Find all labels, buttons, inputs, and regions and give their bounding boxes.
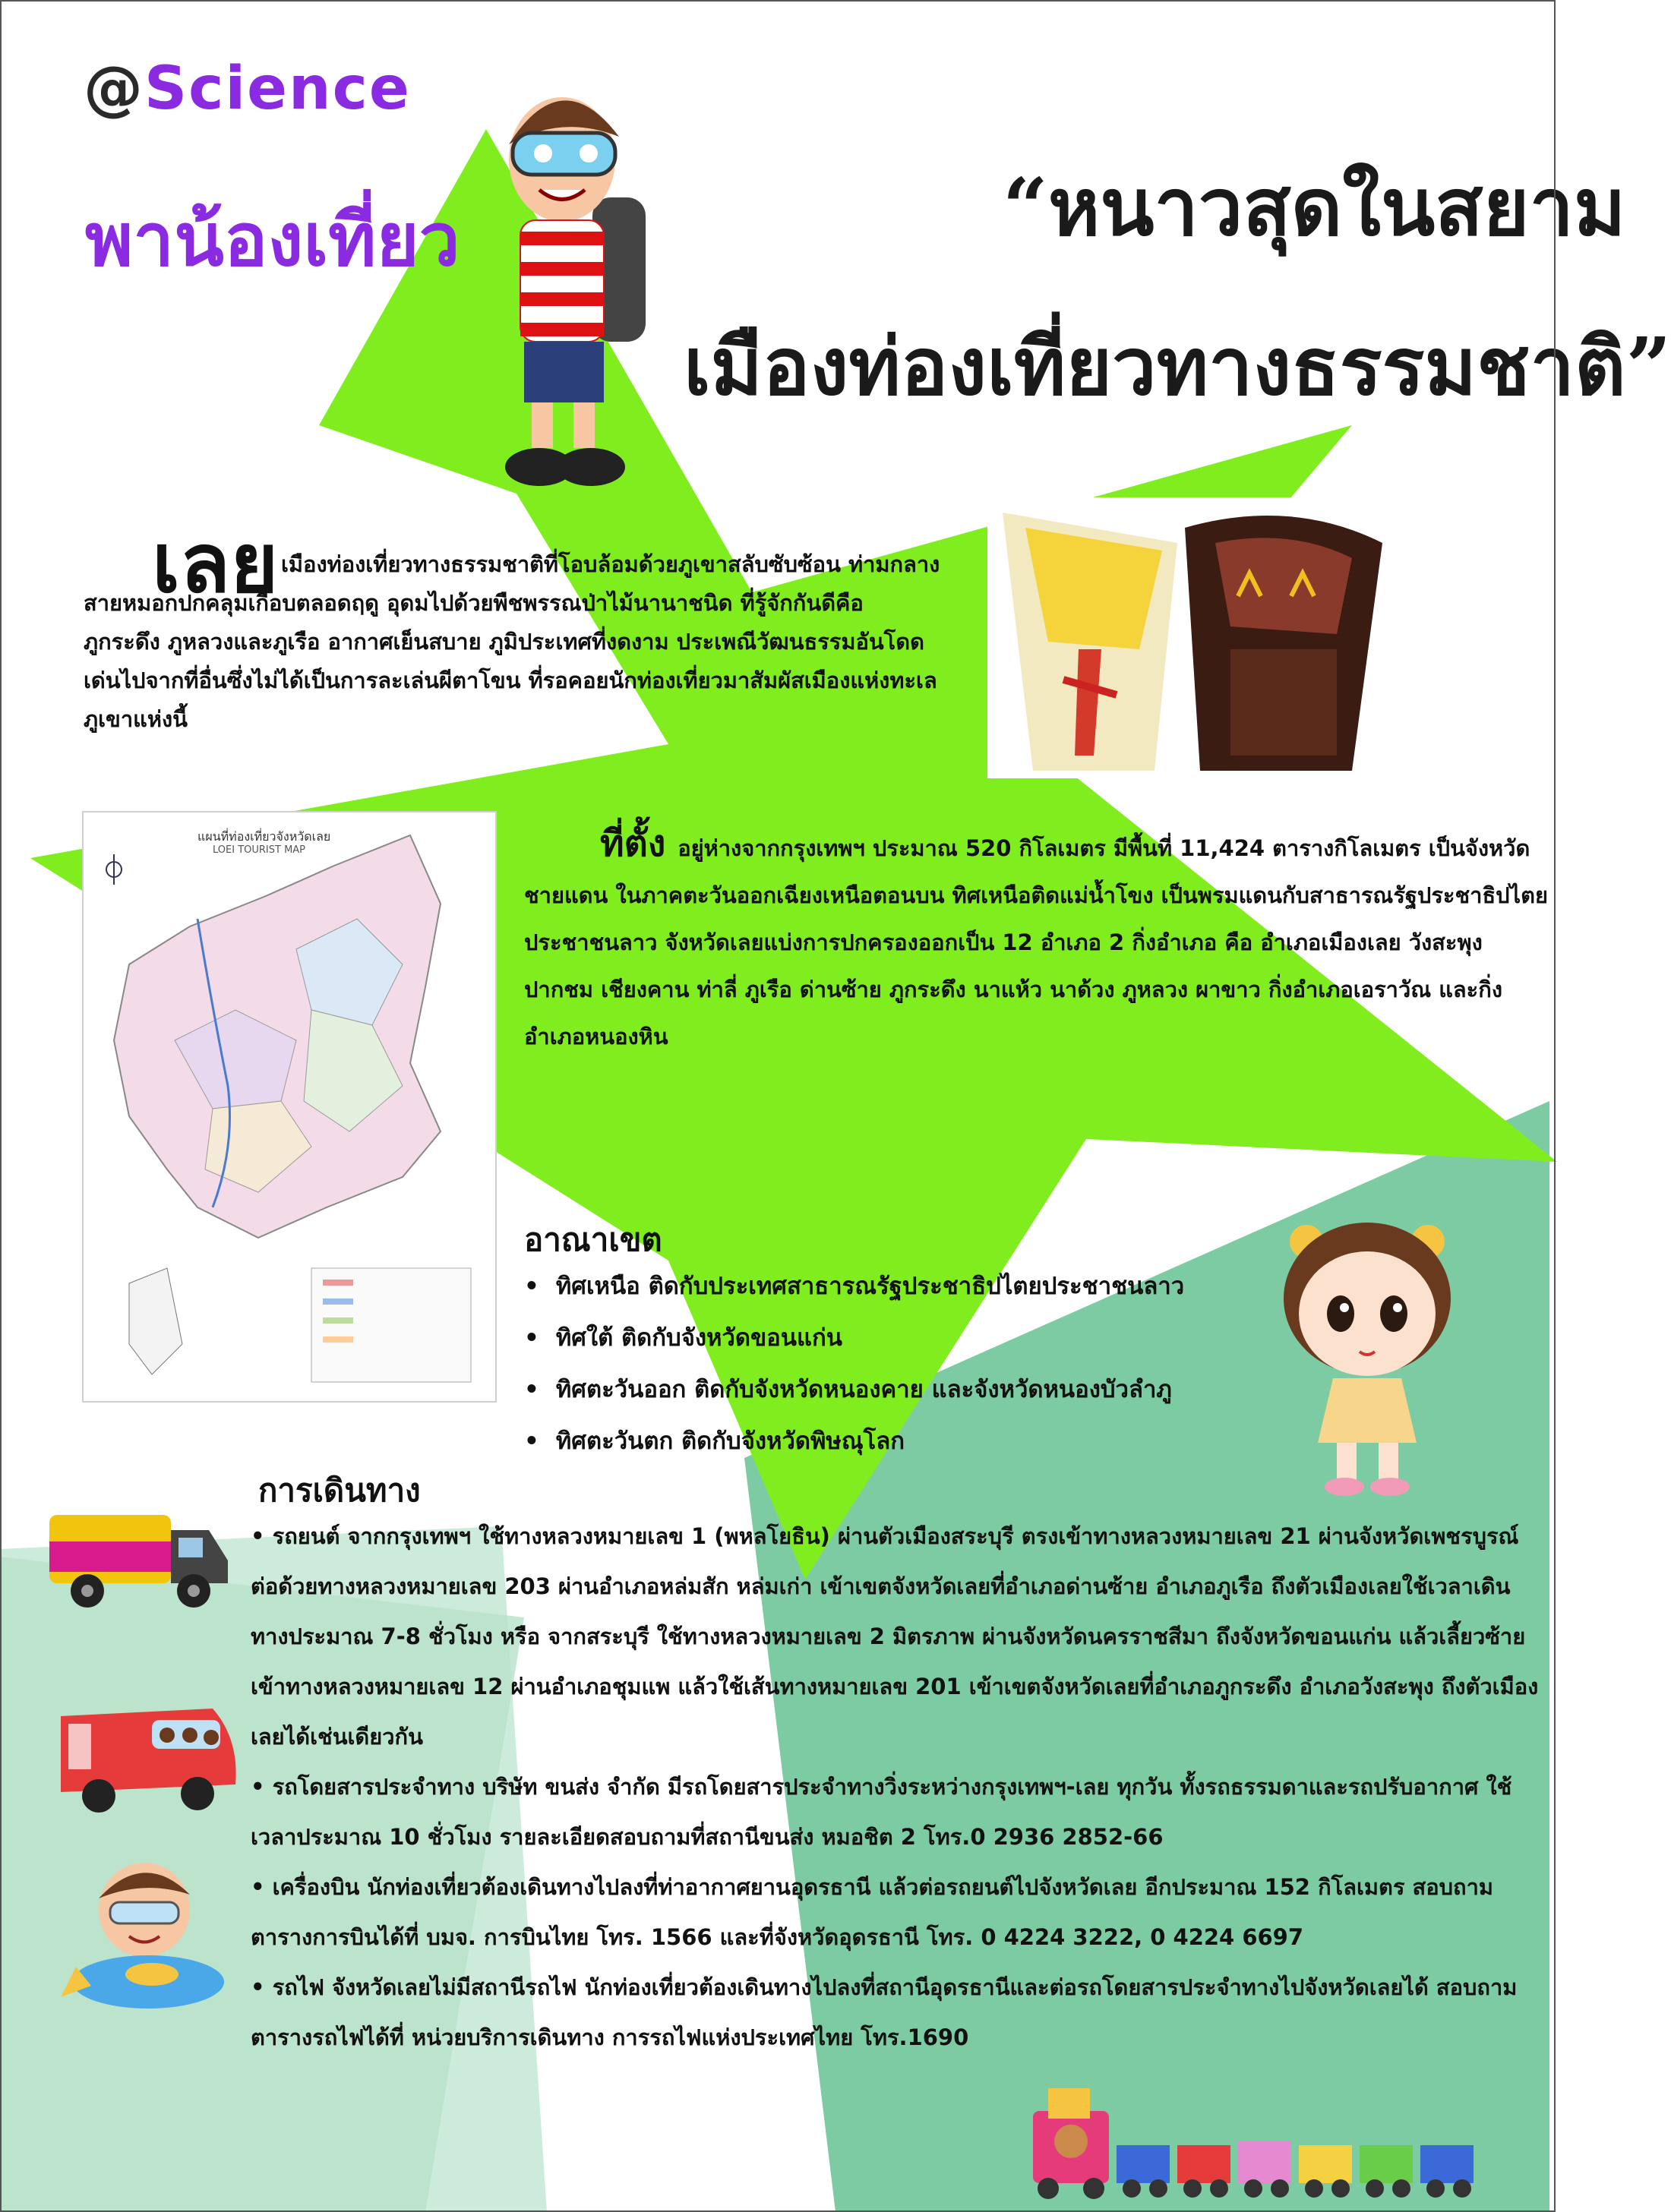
boy-backpack-illustration xyxy=(479,61,661,494)
kid-plane-icon xyxy=(61,1853,235,2020)
map-drawing xyxy=(84,813,495,1401)
map-title: แผนที่ท่องเที่ยวจังหวัดเลย xyxy=(197,829,331,844)
brand-at: @ xyxy=(84,55,144,123)
brand-science: Science xyxy=(144,55,411,123)
travel-text xyxy=(251,1511,1542,2062)
borders-list xyxy=(524,1261,1184,1467)
title-line-2: เมืองท่องเที่ยวทางธรรมชาติ” xyxy=(684,320,1671,413)
brand-logo xyxy=(84,55,411,123)
bus-icon xyxy=(46,1693,243,1822)
girl-illustration xyxy=(1268,1200,1466,1504)
list-item: • ทิศใต้ ติดกับจังหวัดขอนแก่น xyxy=(524,1312,1184,1364)
travel-bus: • รถโดยสารประจำทาง บริษัท ขนส่ง จำกัด มีรถโดยสารประจำทางวิ่งระหว่างกรุงเทพฯ-เลย ทุกวัน ทั้งรถธรรมดาและรถปรับอากาศ ใช้เวลาประมาณ 10 ชั่วโมง รายละเอียดสอบถามที่สถานีขนส่ง หมอชิต 2 โทร.0 2936 2852-66 xyxy=(251,1774,1512,1850)
intro-text: เมืองท่องเที่ยวทางธรรมชาติที่โอบล้อมด้วยภูเขาสลับซับซ้อน ท่ามกลางสายหมอกปกคลุมเกือบตลอดฤดู อุดมไปด้วยพืชพรรณป่าไม้นานาชนิด ที่รู้จักกันดีคือ ภูกระดึง ภูหลวงและภูเรือ อากาศเย็นสบาย ภูมิประเทศที่งดงาม ประเพณีวัฒนธรรมอันโดดเด่นไปจากที่อื่นซึ่งไม่ได้เป็นการละเล่นผีตาโขน ที่รอคอยนักท่องเที่ยวมาสัมผัสเมืองแห่งทะเลภูเขาแห่งนี้ xyxy=(84,551,940,732)
brand-subtitle: พาน้องเที่ยว xyxy=(85,197,460,282)
travel-plane: • เครื่องบิน นักท่องเที่ยวต้องเดินทางไปลงที่ท่าอากาศยานอุดรธานี แล้วต่อรถยนต์ไปจังหวัดเลย อีกประมาณ 152 กิโลเมตร สอบถามตารางการบินได้ที่ บมจ. การบินไทย โทร. 1566 และที่จังหวัดอุดรธานี โทร. 0 4224 3222, 0 4224 6697 xyxy=(251,1874,1493,1950)
location-paragraph xyxy=(524,820,1557,1060)
travel-title: การเดินทาง xyxy=(258,1472,421,1509)
truck-icon xyxy=(42,1500,232,1621)
location-heading: ที่ตั้ง xyxy=(600,822,666,865)
map-subtitle: LOEI TOURIST MAP xyxy=(213,844,306,856)
borders-title: อาณาเขต xyxy=(524,1221,662,1258)
intro-heading: เลย xyxy=(152,516,279,611)
title-line-1: “หนาวสุดในสยาม xyxy=(1003,160,1626,254)
travel-car: • รถยนต์ จากกรุงเทพฯ ใช้ทางหลวงหมายเลข 1 (พหลโยธิน) ผ่านตัวเมืองสระบุรี ตรงเข้าทางหลวงหมายเลข 21 ผ่านจังหวัดเพชรบูรณ์ ต่อด้วยทางหลวงหมายเลข 203 ผ่านอำเภอหล่มสัก หล่มเก่า เข้าเขตจังหวัดเลยที่อำเภอด่านซ้าย อำเภอภูเรือ ถึงตัวเมืองเลยใช้เวลาเดินทางประมาณ 7-8 ชั่วโมง หรือ จากสระบุรี ใช้ทางหลวงหมายเลข 2 มิตรภาพ ผ่านจังหวัดนครราชสีมา ถึงจังหวัดขอนแก่น แล้วเลี้ยวซ้ายเข้าทางหลวงหมายเลข 12 ผ่านอำเภอชุมแพ แล้วใช้เส้นทางหมายเลข 201 เข้าเขตจังหวัดเลยที่อำเภอภูกระดึง อำเภอวังสะพุง ถึงตัวเมืองเลยได้เช่นเดียวกัน xyxy=(251,1523,1539,1750)
loei-tourist-map xyxy=(82,811,497,1403)
list-item: • ทิศตะวันออก ติดกับจังหวัดหนองคาย และจังหวัดหนองบัวลำภู xyxy=(524,1364,1184,1415)
toy-train-illustration xyxy=(1025,2081,1542,2206)
list-item: • ทิศเหนือ ติดกับประเทศสาธารณรัฐประชาธิปไตยประชาชนลาว xyxy=(524,1261,1184,1312)
ghost-mask-photo xyxy=(987,497,1534,778)
location-text: อยู่ห่างจากกรุงเทพฯ ประมาณ 520 กิโลเมตร มีพื้นที่ 11,424 ตารางกิโลเมตร เป็นจังหวัดชายแดน ในภาคตะวันออกเฉียงเหนือตอนบน ทิศเหนือติดแม่น้ำโขง เป็นพรมแดนกับสาธารณรัฐประชาธิปไตยประชาชนลาว จังหวัดเลยแบ่งการปกครองออกเป็น 12 อำเภอ 2 กิ่งอำเภอ คือ อำเภอเมืองเลย วังสะพุง ปากชม เชียงคาน ท่าลี่ ภูเรือ ด่านซ้าย ภูกระดึง นาแห้ว นาด้วง ภูหลวง ผาขาว กิ่งอำเภอเอราวัณ และกิ่งอำเภอหนองหิน xyxy=(524,835,1548,1049)
list-item: • ทิศตะวันตก ติดกับจังหวัดพิษณุโลก xyxy=(524,1415,1184,1467)
travel-train: • รถไฟ จังหวัดเลยไม่มีสถานีรถไฟ นักท่องเที่ยวต้องเดินทางไปลงที่สถานีอุดรธานีและต่อรถโดยสารประจำทางไปจังหวัดเลยได้ สอบถามตารางรถไฟได้ที่ หน่วยบริการเดินทาง การรถไฟแห่งประเทศไทย โทร.1690 xyxy=(251,1974,1518,2050)
